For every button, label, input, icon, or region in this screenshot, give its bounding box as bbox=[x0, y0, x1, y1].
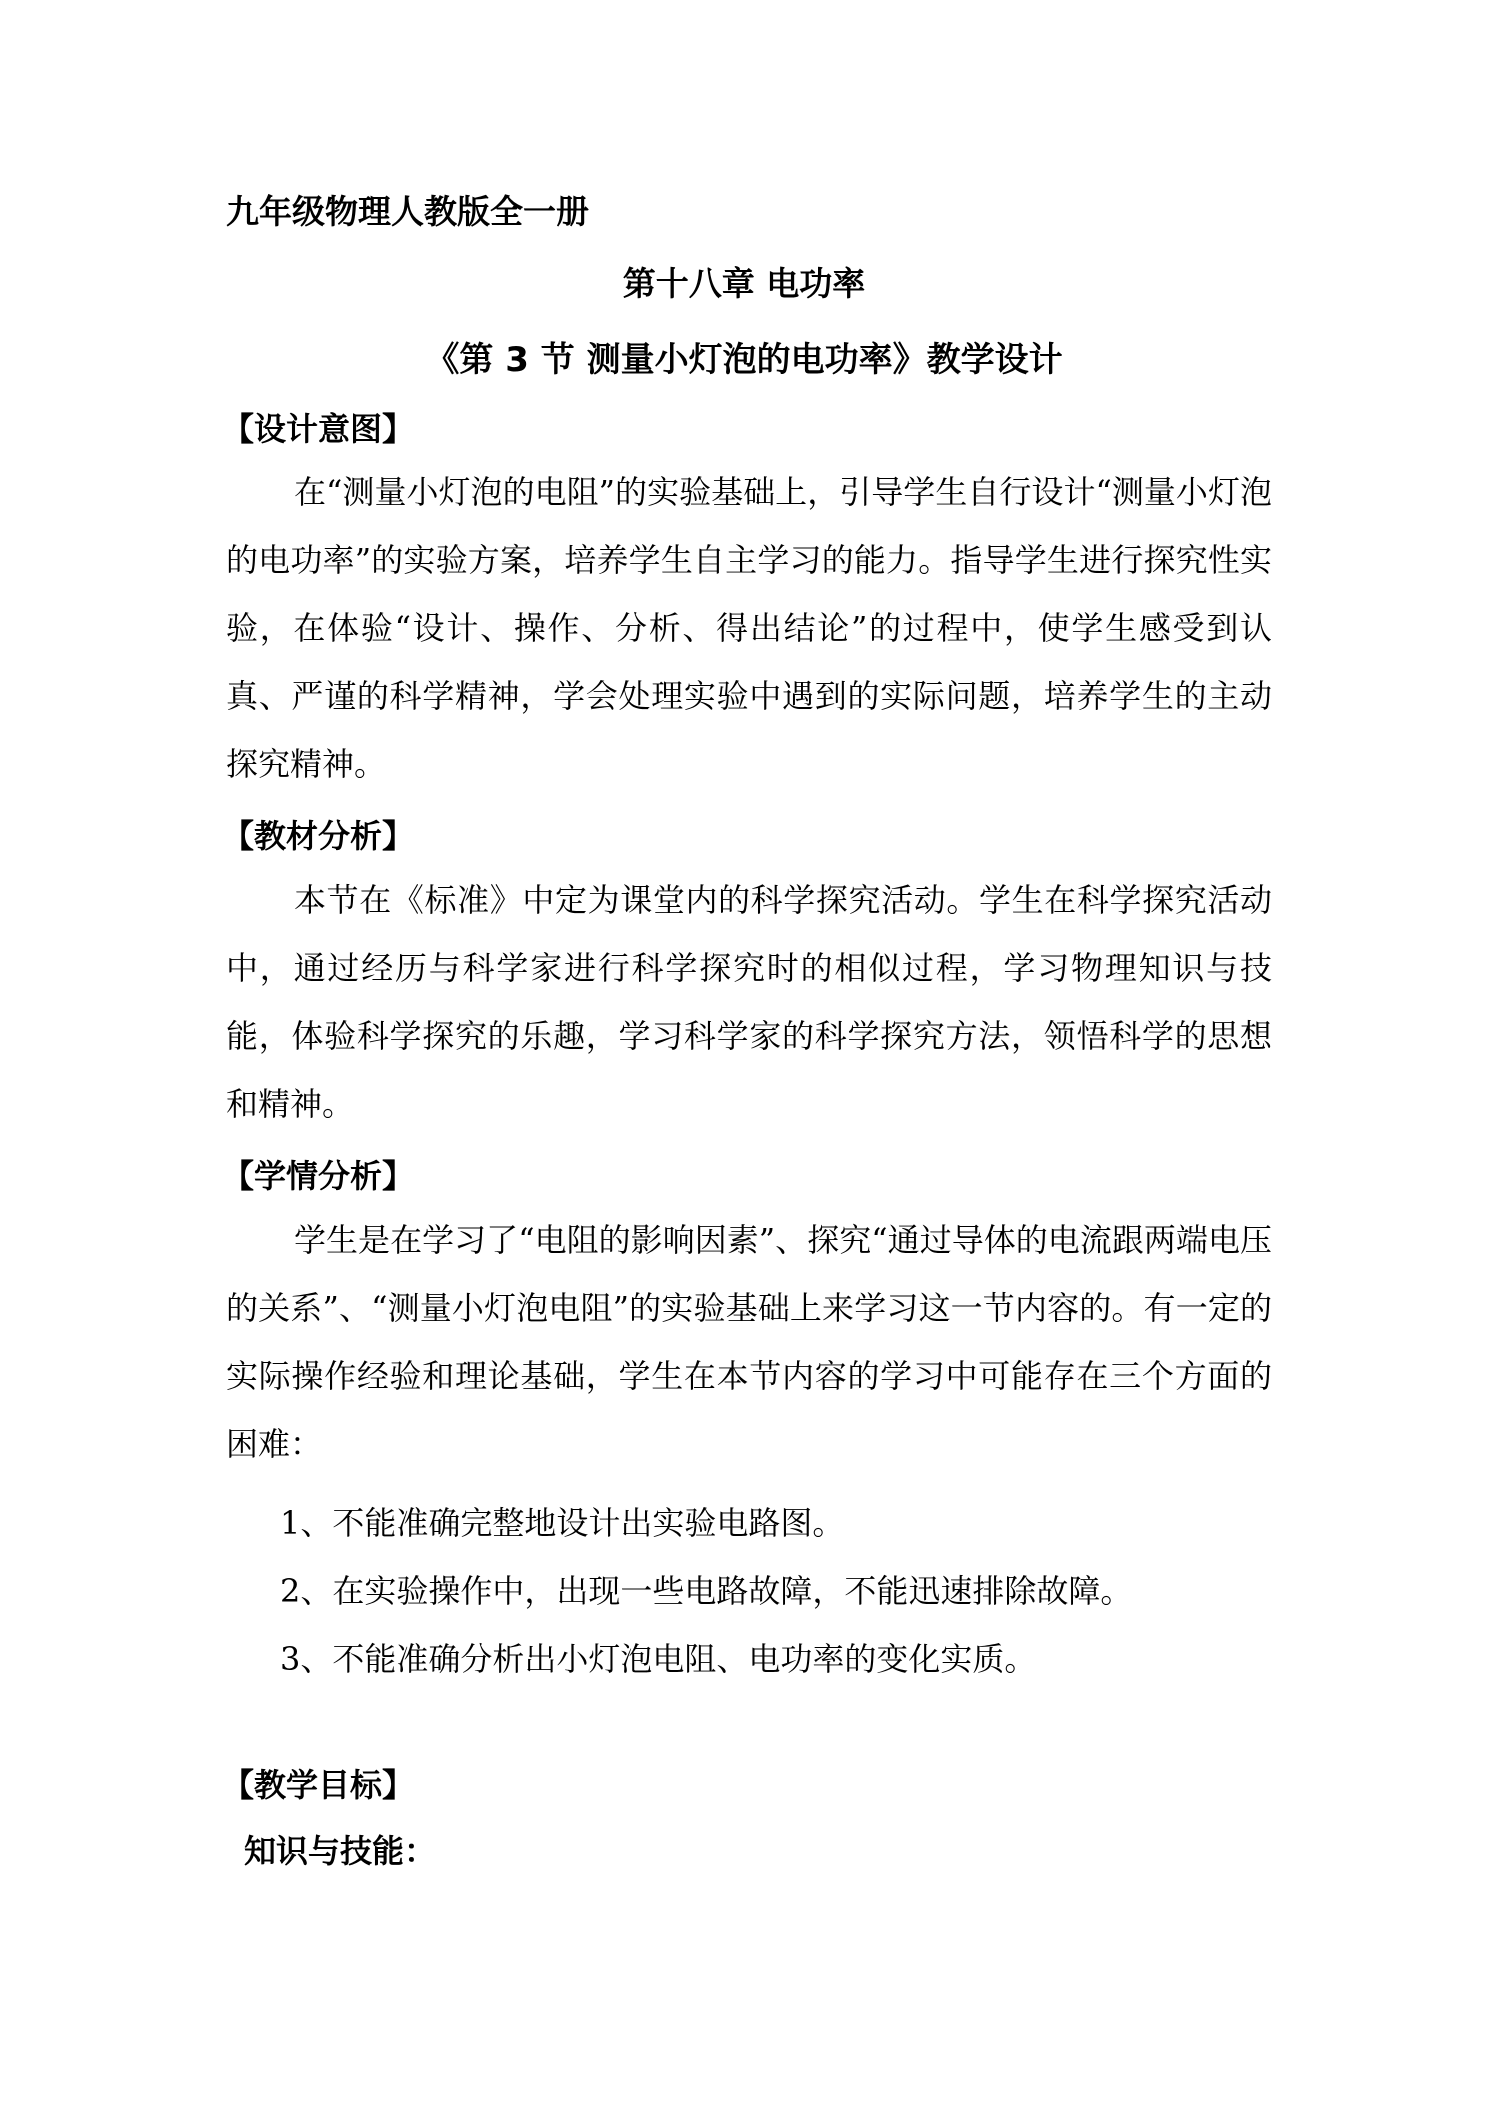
difficulty-item-3: 3、不能准确分析出小灯泡电阻、电功率的变化实质。 bbox=[280, 1640, 1037, 1678]
difficulty-item-2: 2、在实验操作中，出现一些电路故障，不能迅速排除故障。 bbox=[280, 1572, 1133, 1610]
section-heading-material-analysis: 【教材分析】 bbox=[222, 817, 415, 855]
chapter-title: 第十八章 电功率 bbox=[622, 264, 866, 303]
design-intent-paragraph: 在“测量小灯泡的电阻”的实验基础上，引导学生自行设计“测量小灯泡的电功率”的实验方案，培养学生自主学习的能力。指导学生进行探究性实验，在体验“设计、操作、分析、得出结论”的过程中，使学生感受到认真、严谨的科学精神，学会处理实验中遇到的实际问题，培养学生的主动探究精神。 bbox=[226, 473, 1272, 783]
student-analysis-paragraph: 学生是在学习了“电阻的影响因素”、探究“通过导体的电流跟两端电压的关系”、“测量小灯泡电阻”的实验基础上来学习这一节内容的。有一定的实际操作经验和理论基础，学生在本节内容的学习中可能存在三个方面的困难： bbox=[226, 1221, 1272, 1463]
section-heading-teaching-goals: 【教学目标】 bbox=[222, 1766, 415, 1804]
section-heading-design-intent: 【设计意图】 bbox=[222, 410, 415, 448]
difficulty-item-1: 1、不能准确完整地设计出实验电路图。 bbox=[280, 1504, 845, 1542]
lesson-title: 《第 3 节 测量小灯泡的电功率》教学设计 bbox=[425, 340, 1063, 380]
material-analysis-paragraph: 本节在《标准》中定为课堂内的科学探究活动。学生在科学探究活动中，通过经历与科学家进行科学探究时的相似过程，学习物理知识与技能，体验科学探究的乐趣，学习科学家的科学探究方法，领悟科学的思想和精神。 bbox=[226, 881, 1272, 1123]
subheading-knowledge-skills: 知识与技能： bbox=[244, 1832, 437, 1870]
section-heading-student-analysis: 【学情分析】 bbox=[222, 1157, 415, 1195]
book-title: 九年级物理人教版全一册 bbox=[226, 192, 589, 231]
